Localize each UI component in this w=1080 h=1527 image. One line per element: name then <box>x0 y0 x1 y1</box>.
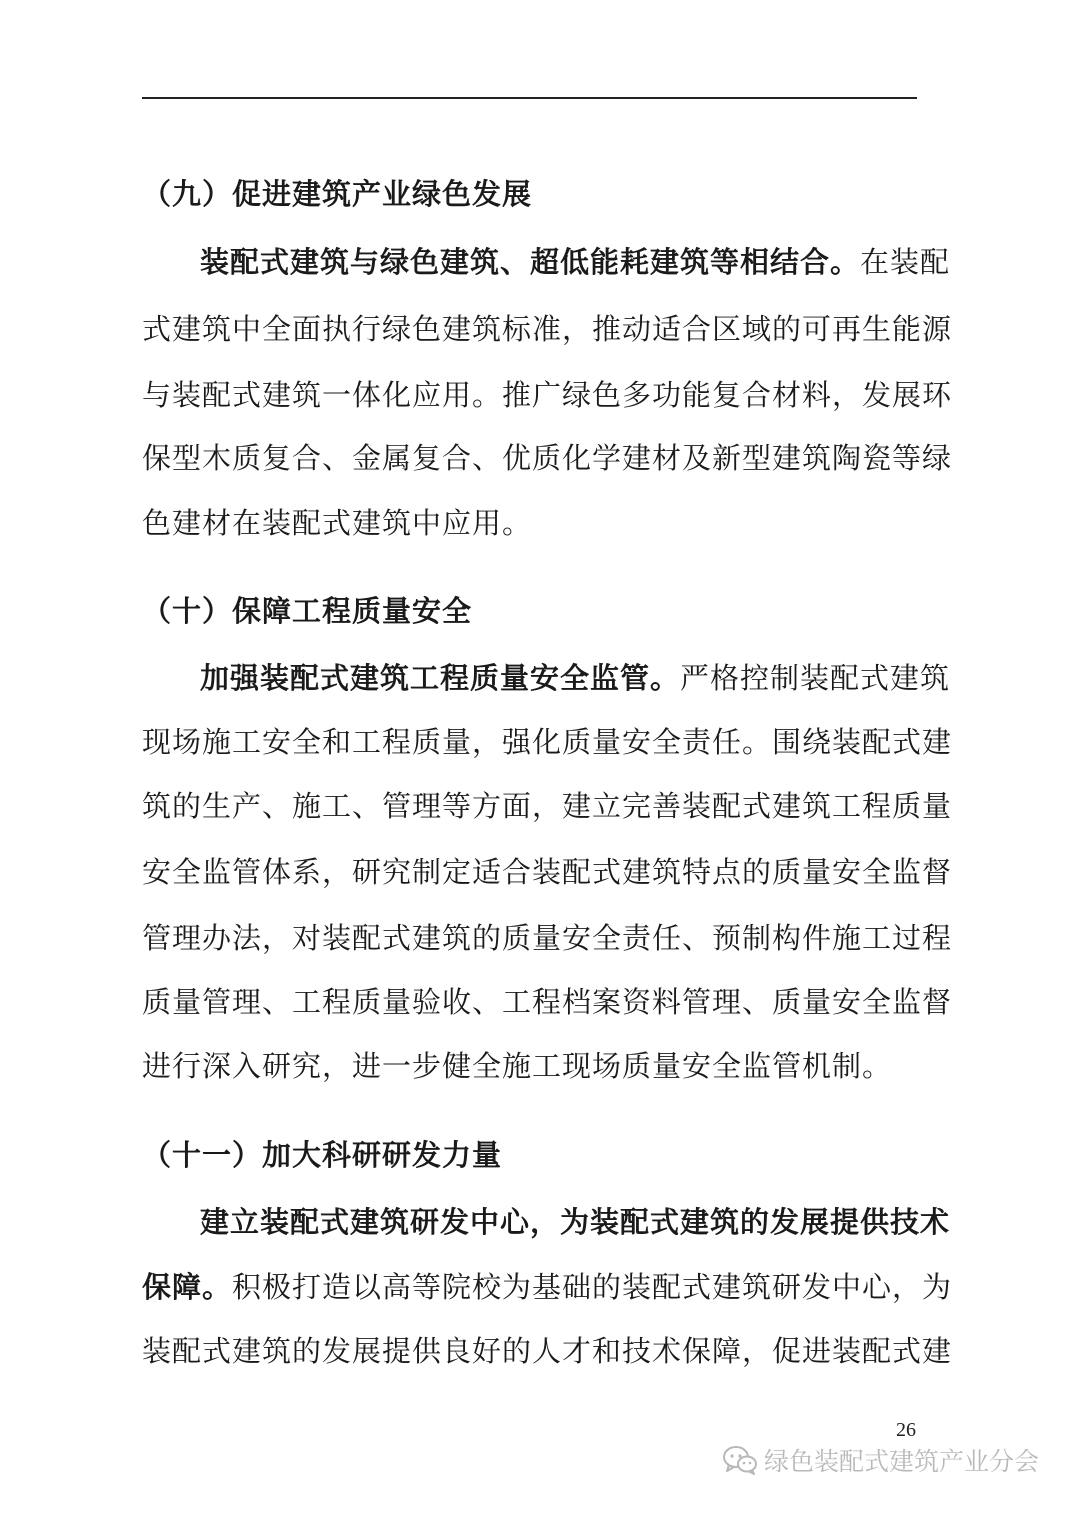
section-heading: （九）促进建筑产业绿色发展 <box>142 177 533 211</box>
paragraph-line: 进行深入研究，进一步健全施工现场质量安全监管机制。 <box>142 1049 893 1083</box>
paragraph-line: 质量管理、工程质量验收、工程档案资料管理、质量安全监督 <box>142 985 953 1019</box>
bold-lead: 保障。 <box>142 1270 233 1304</box>
header-rule <box>142 97 917 99</box>
paragraph-line <box>142 1204 951 1240</box>
paragraph-line: 装配式建筑的发展提供良好的人才和技术保障，促进装配式建 <box>142 1334 953 1368</box>
paragraph-line <box>142 1269 953 1305</box>
paragraph-line: 筑的生产、施工、管理等方面，建立完善装配式建筑工程质量 <box>142 789 953 823</box>
paragraph-line <box>142 660 951 696</box>
section-heading: （十一）加大科研研发力量 <box>142 1138 503 1172</box>
line-text: 积极打造以高等院校为基础的装配式建筑研发中心，为 <box>232 1270 953 1304</box>
line-text: 在装配 <box>860 245 951 279</box>
bold-lead: 装配式建筑与绿色建筑、超低能耗建筑等相结合。 <box>200 245 861 279</box>
bold-lead: 建立装配式建筑研发中心，为装配式建筑的发展提供技术 <box>200 1205 951 1239</box>
line-text: 严格控制装配式建筑 <box>680 661 951 695</box>
section-heading: （十）保障工程质量安全 <box>142 594 473 628</box>
paragraph-line: 安全监管体系，研究制定适合装配式建筑特点的质量安全监督 <box>142 855 953 889</box>
watermark-text: 绿色装配式建筑产业分会 <box>764 1447 1040 1476</box>
bold-lead: 加强装配式建筑工程质量安全监管。 <box>200 661 681 695</box>
paragraph-line: 管理办法，对装配式建筑的质量安全责任、预制构件施工过程 <box>142 921 953 955</box>
paragraph-line: 现场施工安全和工程质量，强化质量安全责任。围绕装配式建 <box>142 725 953 759</box>
paragraph-line: 色建材在装配式建筑中应用。 <box>142 506 533 540</box>
page-number: 26 <box>896 1419 916 1441</box>
paragraph-line: 保型木质复合、金属复合、优质化学建材及新型建筑陶瓷等绿 <box>142 441 953 475</box>
paragraph-line: 与装配式建筑一体化应用。推广绿色多功能复合材料，发展环 <box>142 378 953 412</box>
wechat-icon <box>722 1445 758 1475</box>
watermark <box>722 1440 1039 1480</box>
paragraph-line <box>142 244 951 280</box>
paragraph-line: 式建筑中全面执行绿色建筑标准，推动适合区域的可再生能源 <box>142 312 953 346</box>
